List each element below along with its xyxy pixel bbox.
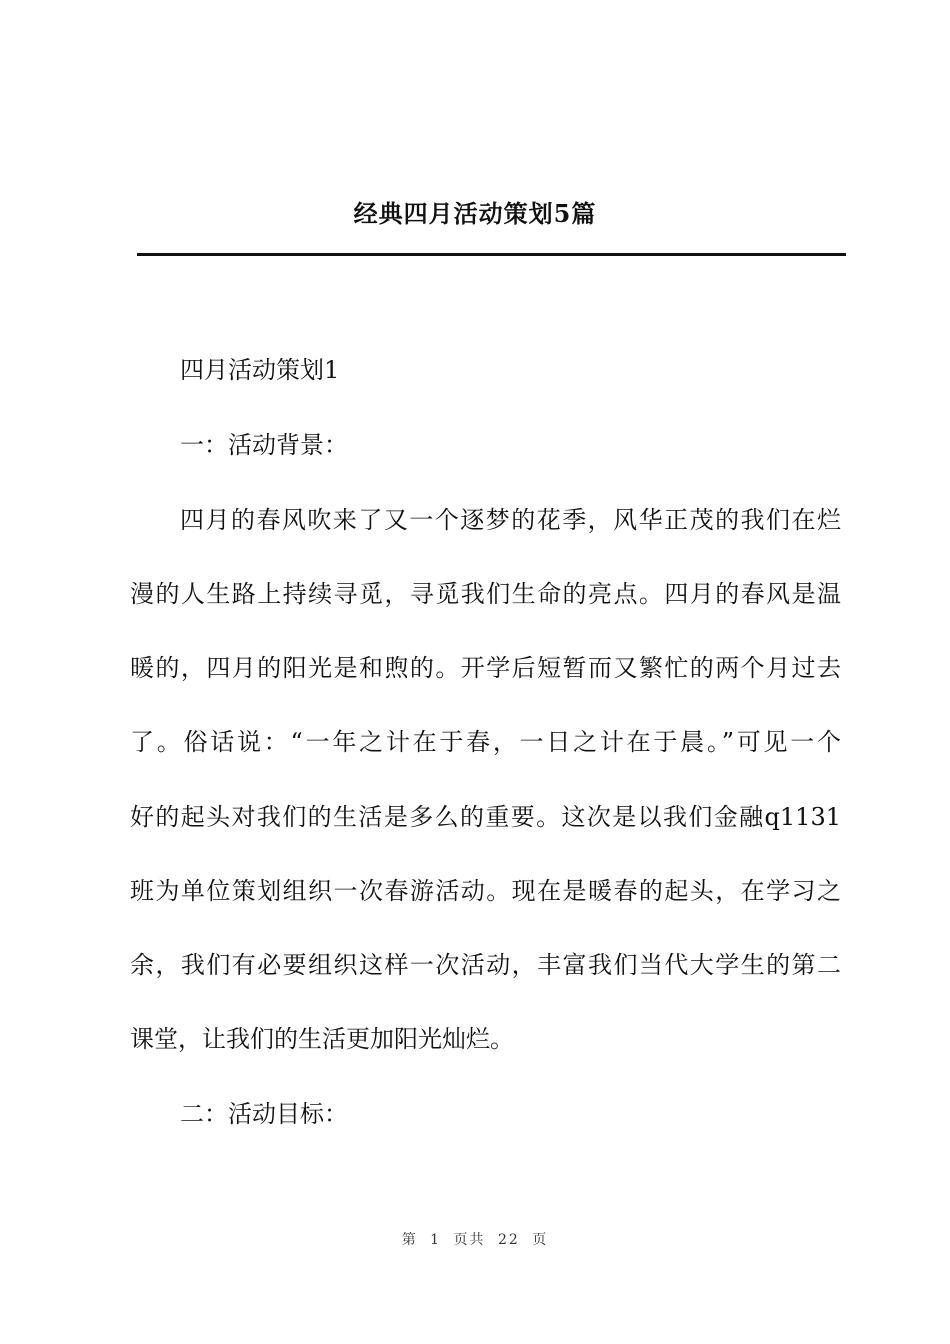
paragraph-line: 了。俗话说：“一年之计在于春，一日之计在于晨。”可见一个 xyxy=(130,728,841,756)
paragraph-line: 漫的人生路上持续寻觅，寻觅我们生命的亮点。四月的春风是温 xyxy=(130,580,841,608)
paragraph-line: 班为单位策划组织一次春游活动。现在是暖春的起头，在学习之 xyxy=(130,877,841,905)
title-underline xyxy=(137,253,846,256)
subheading-goals: 二：活动目标： xyxy=(180,1100,348,1128)
subheading-background: 一：活动背景： xyxy=(180,431,348,459)
paragraph-line: 暖的，四月的阳光是和煦的。开学后短暂而又繁忙的两个月过去 xyxy=(130,654,841,682)
paragraph-line: 四月的春风吹来了又一个逐梦的花季，风华正茂的我们在烂 xyxy=(180,506,841,534)
section-heading: 四月活动策划1 xyxy=(180,356,340,384)
paragraph-line: 课堂，让我们的生活更加阳光灿烂。 xyxy=(130,1025,514,1053)
paragraph-line: 好的起头对我们的生活是多么的重要。这次是以我们金融q1131 xyxy=(130,803,841,831)
document-title: 经典四月活动策划5篇 xyxy=(353,199,597,228)
page-number-footer: 第 1 页共 22 页 xyxy=(401,1232,549,1248)
paragraph-line: 余，我们有必要组织这样一次活动，丰富我们当代大学生的第二 xyxy=(130,951,841,979)
